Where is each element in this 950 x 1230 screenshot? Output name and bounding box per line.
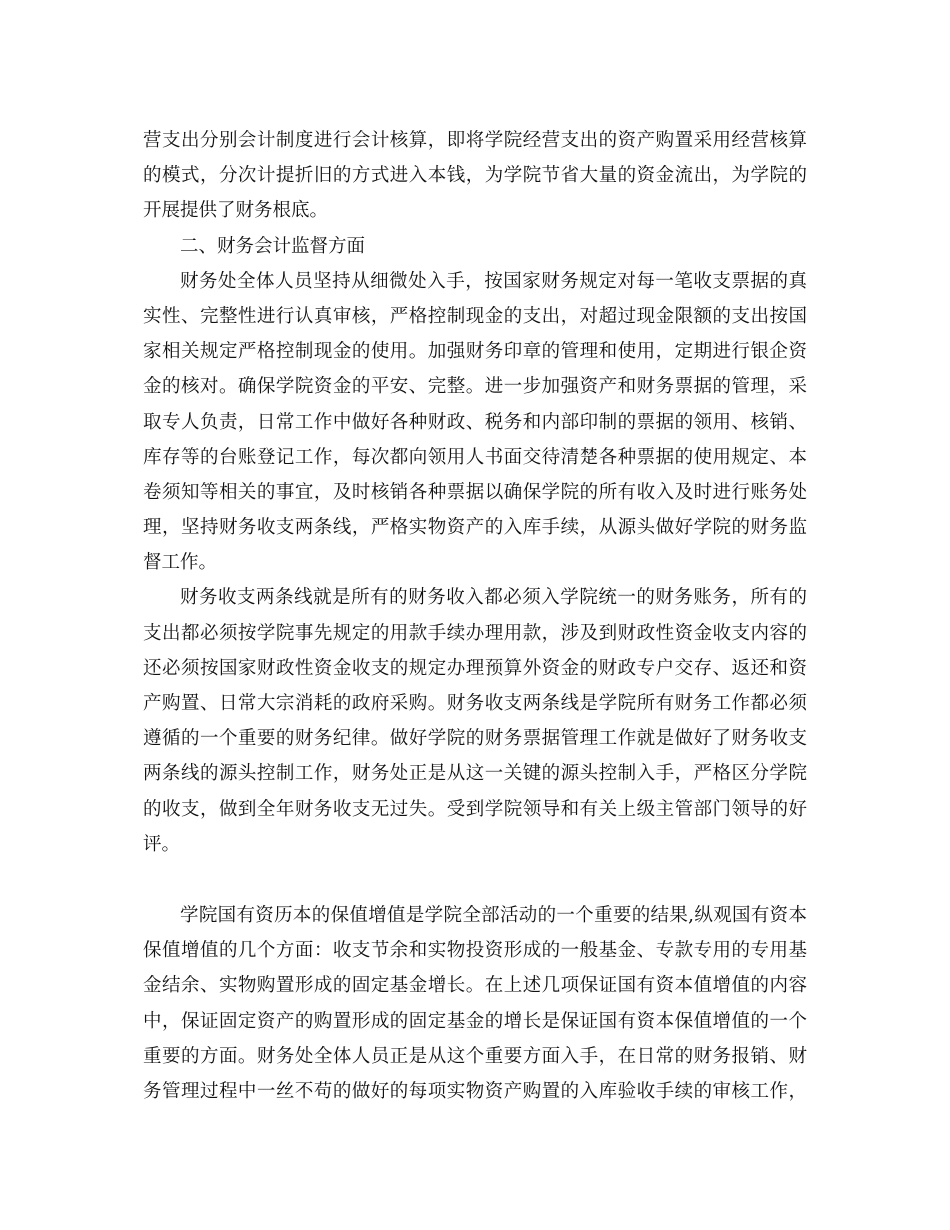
text-line: 保值增值的几个方面：收支节余和实物投资形成的一般基金、专款专用的专用基 — [143, 940, 807, 962]
text-line: 库存等的台账登记工作，每次都向领用人书面交待清楚各种票据的使用规定、本 — [143, 446, 807, 468]
text-line: 的模式，分次计提折旧的方式进入本钱，为学院节省大量的资金流出，为学院的 — [143, 165, 807, 187]
text-line: 学院国有资历本的保值增值是学院全部活动的一个重要的结果,纵观国有资本 — [180, 904, 807, 926]
text-line: 中，保证固定资产的购置形成的固定基金的增长是保证国有资本保值增值的一个 — [143, 1010, 807, 1032]
text-line: 取专人负责，日常工作中做好各种财政、税务和内部印制的票据的领用、核销、 — [143, 411, 807, 433]
paragraph — [143, 123, 807, 229]
text-line — [143, 862, 807, 898]
document-body — [143, 123, 807, 1109]
text-line: 营支出分别会计制度进行会计核算，即将学院经营支出的资产购置采用经营核算 — [143, 130, 807, 151]
text-line: 的收支，做到全年财务收支无过失。受到学院领导和有关上级主管部门领导的好 — [143, 798, 807, 820]
section-heading — [143, 229, 807, 264]
paragraph — [143, 264, 807, 581]
text-line: 支出都必须按学院事先规定的用款手续办理用款，涉及到财政性资金收支内容的 — [143, 622, 807, 644]
text-line: 重要的方面。财务处全体人员正是从这个重要方面入手，在日常的财务报销、财 — [143, 1045, 807, 1067]
text-line: 遵循的一个重要的财务纪律。做好学院的财务票据管理工作就是做好了财务收支 — [143, 728, 807, 750]
text-line: 理，坚持财务收支两条线，严格实物资产的入库手续，从源头做好学院的财务监 — [143, 517, 807, 539]
text-line: 督工作。 — [143, 552, 218, 574]
text-line: 开展提供了财务根底。 — [143, 200, 329, 222]
text-line: 家相关规定严格控制现金的使用。加强财务印章的管理和使用，定期进行银企资 — [143, 341, 807, 363]
text-line: 金结余、实物购置形成的固定基金增长。在上述几项保证国有资本值增值的内容 — [143, 975, 807, 997]
text-line: 财务收支两条线就是所有的财务收入都必须入学院统一的财务账务，所有的 — [180, 587, 807, 609]
text-line: 产购置、日常大宗消耗的政府采购。财务收支两条线是学院所有财务工作都必须 — [143, 693, 807, 714]
text-line: 二、财务会计监督方面 — [180, 235, 366, 257]
paragraph — [143, 580, 807, 862]
text-line: 金的核对。确保学院资金的平安、完整。进一步加强资产和财务票据的管理，采 — [143, 376, 807, 398]
paragraph — [143, 898, 807, 1109]
blank-line — [143, 862, 807, 898]
text-line: 财务处全体人员坚持从细微处入手，按国家财务规定对每一笔收支票据的真 — [180, 270, 807, 292]
text-line: 卷须知等相关的事宜，及时核销各种票据以确保学院的所有收入及时进行账务处 — [143, 481, 807, 503]
text-line: 实性、完整性进行认真审核，严格控制现金的支出，对超过现金限额的支出按国 — [143, 305, 807, 327]
text-line: 评。 — [143, 833, 181, 855]
text-line: 两条线的源头控制工作，财务处正是从这一关键的源头控制入手，严格区分学院 — [143, 763, 807, 785]
text-line: 务管理过程中一丝不苟的做好的每项实物资产购置的入库验收手续的审核工作， — [143, 1080, 807, 1102]
text-line: 还必须按国家财政性资金收支的规定办理预算外资金的财政专户交存、返还和资 — [143, 657, 807, 679]
